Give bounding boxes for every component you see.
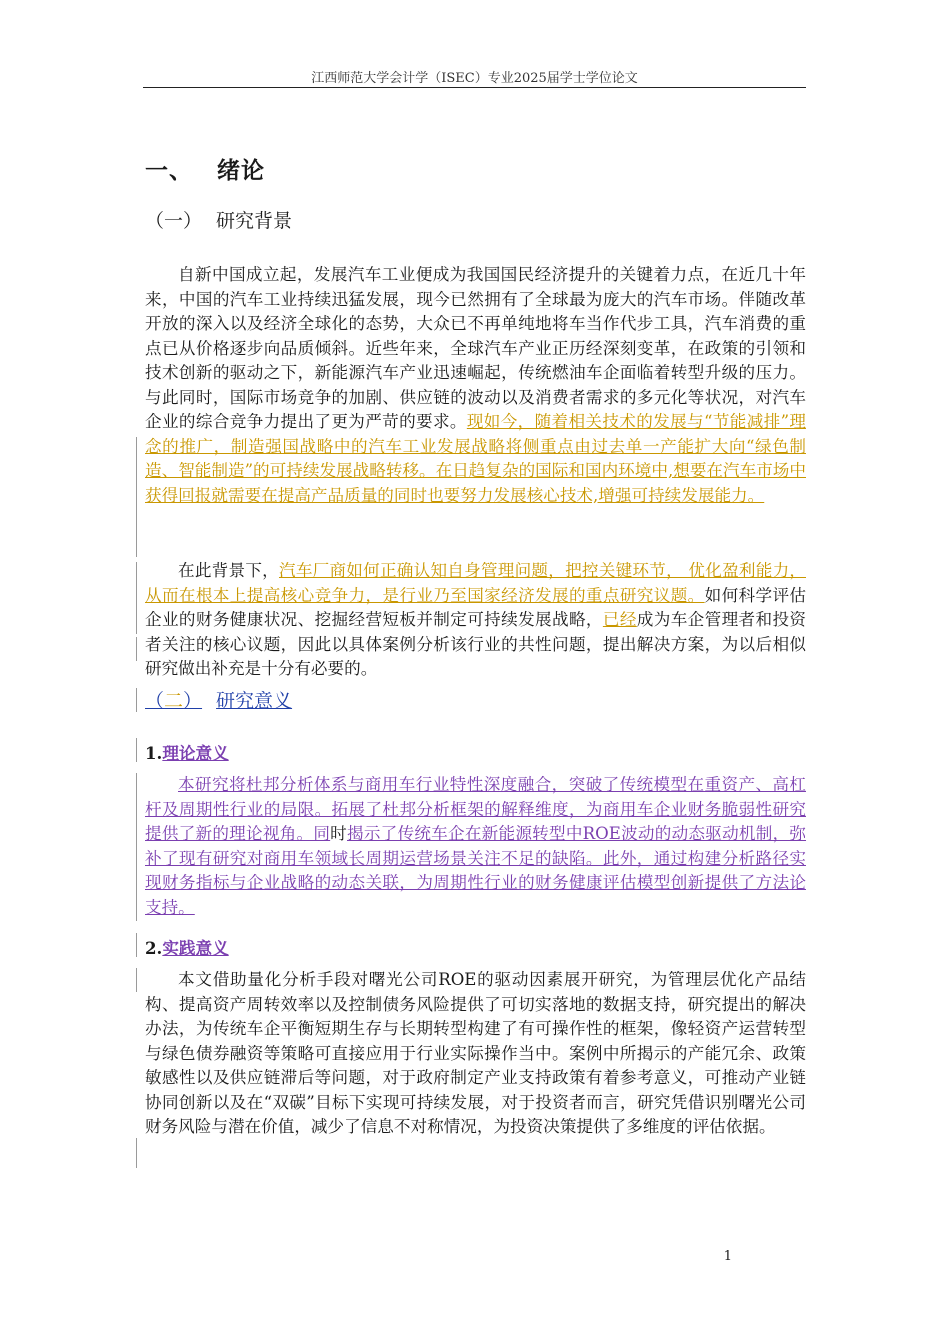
section-title: 研究背景 [216, 210, 293, 232]
paragraph-background [145, 263, 806, 508]
chapter-title: 绪论 [217, 158, 265, 184]
subsection-heading-theory [145, 740, 229, 764]
change-bar [136, 933, 137, 957]
section-number: （二） [145, 690, 203, 712]
paragraph-lead: 在此背景下， [178, 561, 279, 580]
paragraph-text: 成为车企管理者和投资者关注的核心议题，因此以具体案例分析该行业的共性问题，提出解决方案，为以后相似研究做出补充是十分有必要的。 [145, 610, 807, 678]
paragraph-text: 本文借助量化分析手段对曙光公司ROE的驱动因素展开研究，为管理层优化产品结构、提高资产周转效率以及控制债务风险提供了可切实落地的数据支持，研究提出的解决办法，为传统车企平衡短期生存与长期转型构建了有可操作性的框架，像轻资产运营转型与绿色债券融资等策略可直接应用于行业实际操作当中。案例中所揭示的产能冗余、政策敏感性以及供应链滞后等问题，对于政府制定产业支持政策有着参考意义，可推动产业链协同创新以及在“双碳”目标下实现可持续发展，对于投资者而言，研究凭借识别曙光公司财务风险与潜在价值，减少了信息不对称情况，为投资决策提供了多维度的评估依据。 [145, 970, 806, 1136]
revised-text[interactable]: 汽车厂商如何正确认知自身管理问题，把控关键环节， 优化盈利能力，从而在根本上提高核心竞争力，是行业乃至国家经济发展的重点研究议题。 [145, 561, 806, 605]
revised-text[interactable]: 已经 [602, 610, 637, 629]
subsection-number: 1. [145, 743, 163, 763]
paragraph-text: 自新中国成立起，发展汽车工业便成为我国国民经济提升的关键着力点，在近几十年来，中国的汽车工业持续迅猛发展，现今已然拥有了全球最为庞大的汽车市场。伴随改革开放的深入以及经济全球化的态势，大众已不再单纯地将车当作代步工具，汽车消费的重点已从价格逐步向品质倾斜。近些年来，全球汽车产业正历经深刻变革，在政策的引领和技术创新的驱动之下，新能源汽车产业迅速崛起，传统燃油车企面临着转型升级的压力。与此同时，国际市场竞争的加剧、供应链的波动以及消费者需求的多元化等状况，对汽车企业的综合竞争力提出了更为严苛的要求。 [145, 265, 806, 431]
page-number: 1 [723, 1249, 732, 1264]
section-heading-background [145, 206, 292, 233]
change-bar [136, 968, 137, 992]
change-bar [136, 738, 137, 762]
header-rule [143, 87, 806, 88]
paragraph-text: 如何科学评估企业的财务健康状况、挖掘经营短板并制定可持续发展战略， [145, 585, 807, 629]
revised-text[interactable]: 现如今，随着相关技术的发展与“节能减排”理念的推广，制造强国战略中的汽车工业发展战略将侧重点由过去单一产能扩大向“绿色制造、智能制造”的可持续发展战略转移。在日趋复杂的国际和国内环境中,想要在汽车市场中获得回报就需要在提高产品质量的同时也要努力发展核心技术,增强可持续发展能力。 [145, 412, 806, 505]
change-bar [136, 562, 137, 634]
change-bar [136, 688, 137, 712]
section-title: 研究意义 [216, 690, 293, 712]
subsection-title[interactable]: 理论意义 [162, 743, 229, 763]
paragraph-context [145, 559, 806, 682]
revised-text[interactable]: 本研究将杜邦分析体系与商用车行业特性深度融合，突破了传统模型在重资产、高杠杆及周期性行业的局限。拓展了杜邦分析框架的解释维度，为商用车企业财务脆弱性研究提供了新的理论视角。同 [145, 775, 806, 843]
subsection-title[interactable]: 实践意义 [162, 938, 229, 958]
subsection-heading-practice [145, 935, 229, 959]
change-bar [136, 637, 137, 661]
change-bar [136, 773, 137, 921]
change-bar [136, 437, 137, 557]
subsection-number: 2. [145, 938, 163, 958]
page-header: 江西师范大学会计学（ISEC）专业2025届学士学位论文 [311, 71, 638, 86]
paragraph-practice [145, 968, 806, 1140]
chapter-heading [145, 152, 265, 185]
paragraph-theory [145, 773, 806, 920]
revised-text[interactable]: 揭示了传统车企在新能源转型中ROE波动的动态驱动机制，弥补了现有研究对商用车领域长周期运营场景关注不足的缺陷。此外，通过构建分析路径实现财务指标与企业战略的动态关联，为周期性行业的财务健康评估模型创新提供了方法论支持。 [145, 824, 807, 917]
chapter-number: 一、 [145, 158, 193, 184]
section-heading-significance[interactable] [145, 686, 292, 713]
section-number: （一） [145, 210, 203, 232]
change-bar [136, 1138, 137, 1168]
paragraph-text: 时 [330, 824, 347, 843]
